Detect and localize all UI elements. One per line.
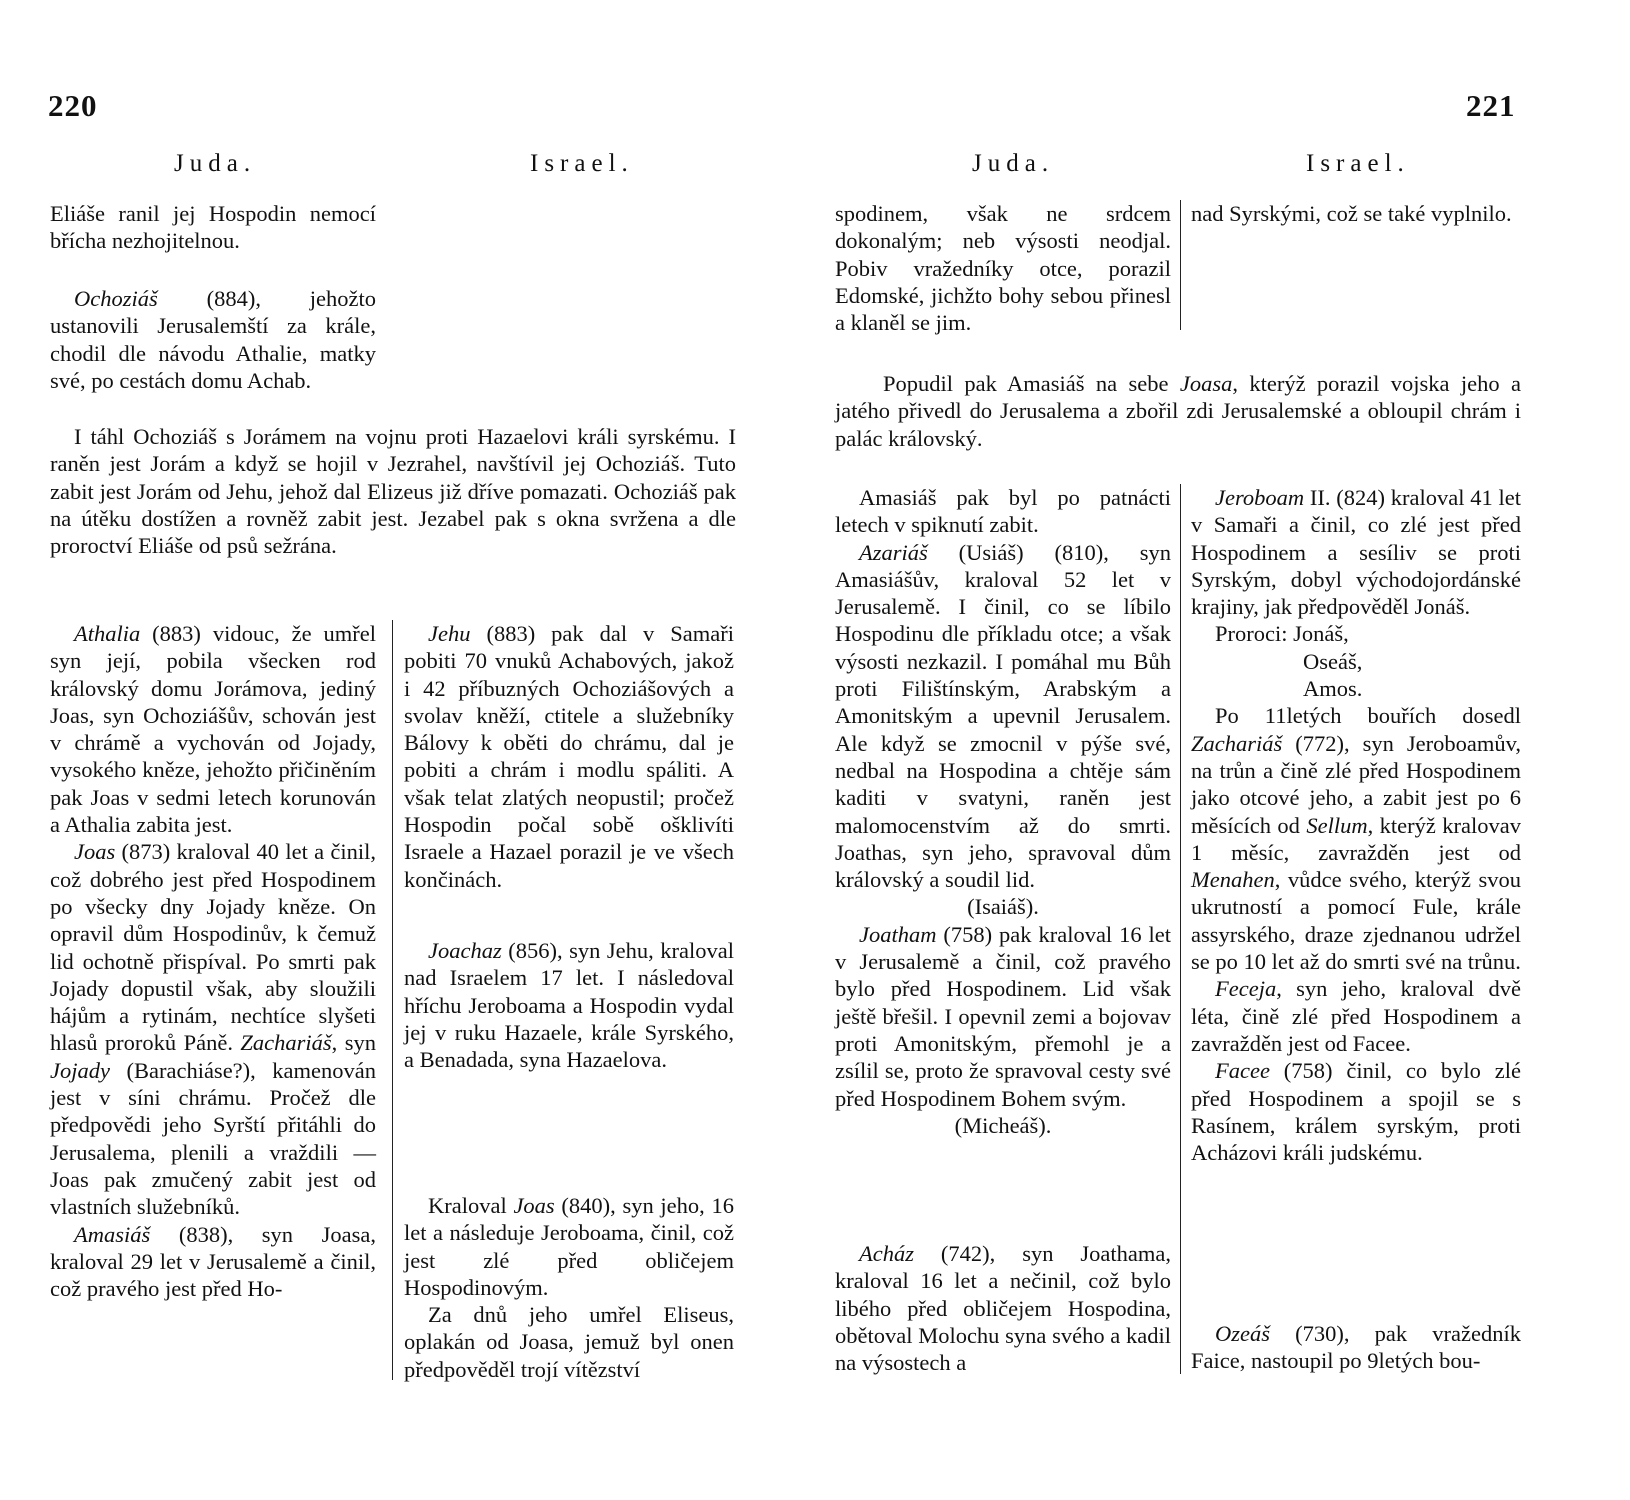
page-number: 220 bbox=[48, 88, 98, 123]
king-name: Joas bbox=[513, 1193, 555, 1218]
paragraph-feceja: Feceja, syn jeho, kraloval dvě léta, čině zlé před Hospodinem a zavražděn jest od Facee. bbox=[1191, 976, 1521, 1056]
column-heading-israel: Israel. bbox=[530, 150, 634, 177]
juda-paragraph-ochozias bbox=[50, 285, 376, 394]
juda-paragraph-eliase bbox=[50, 200, 376, 255]
prophet-isaias: (Isaiáš). bbox=[967, 894, 1039, 920]
king-name: Joachaz bbox=[428, 938, 502, 963]
person-name: Zachariáš bbox=[240, 1030, 332, 1056]
juda-column-lower bbox=[835, 484, 1171, 1139]
paragraph-text: I táhl Ochoziáš s Jorámem na vojnu proti Hazaelovi králi syrskému. I raněn jest Jorám a když se hojil v Jezrahel, navštívil jej Ochoziáš. Tuto zabit jest Jorám od Jehu, jehož dal Elizeus již dříve pomazati. Ochoziáš pak na útěku dostížen a rovněž zabit jest. Jezabel pak s okna svržena a dle proroctví Eliáše od psů sežrána. bbox=[50, 424, 736, 559]
prophets-label: Proroci: bbox=[1215, 621, 1288, 647]
king-name: Athalia bbox=[74, 621, 141, 646]
paragraph-kraloval-joas: Kraloval Joas (840), syn jeho, 16 let a následuje Jeroboama, činil, což jest zlé před obličejem Hospodinovým. bbox=[404, 1193, 735, 1300]
paragraph-text: Ozeáš (730), pak vražedník Faice, nastoupil po 9letých bou- bbox=[1191, 1321, 1521, 1374]
israel-paragraph-jehu bbox=[404, 620, 734, 893]
paragraph-joas: Joas (873) kraloval 40 let a činil, což dobrého jest před Hospodinem po všecky dny Jojady kněze. On opravil dům Hospodinův, k čemuž lid ochotně přispíval. Po smrti pak Jojady dopustil však, aby sloužili hájům a rytinám, nechtíce slyšeti hlasů proroků Páně. Zachariáš, syn Jojady (Barachiáse?), kamenován jest v síni chrámu. Pročež dle předpovědi jeho Syrští přitáhli do Jerusalema, plenili a vraždili — Joas pak zmučený zabit jest od vlastních služebníků. bbox=[50, 839, 376, 1220]
king-name: Menahen bbox=[1191, 867, 1275, 893]
king-name: Acház bbox=[859, 1241, 914, 1266]
israel-paragraph-top bbox=[1191, 200, 1521, 227]
page-number: 221 bbox=[1466, 88, 1516, 123]
column-heading-juda: Juda. bbox=[972, 150, 1055, 177]
king-name: Feceja bbox=[1215, 976, 1277, 1002]
full-width-paragraph-ochozias-joram bbox=[50, 423, 736, 559]
king-name: Jeroboam bbox=[1215, 485, 1305, 510]
paragraph-amasias: Amasiáš (838), syn Joasa, kraloval 29 let v Jerusalemě a činil, což pravého jest před Ho- bbox=[50, 1221, 376, 1302]
king-name: Ozeáš bbox=[1215, 1321, 1270, 1346]
paragraph-eliseus: Za dnů jeho umřel Eliseus, oplakán od Joasa, jemuž byl onen předpověděl trojí vítězství bbox=[404, 1302, 734, 1382]
column-divider bbox=[392, 620, 393, 1380]
king-name: Facee bbox=[1215, 1058, 1270, 1084]
paragraph-text: nad Syrskými, což se také vyplnilo. bbox=[1191, 201, 1512, 226]
paragraph-text: Eliáše ranil jej Hospodin nemocí břícha nezhojitelnou. bbox=[50, 201, 376, 254]
prophets-row bbox=[1215, 620, 1521, 647]
paragraph-amasias-end: Amasiáš pak byl po patnácti letech v spiknutí zabit. bbox=[835, 485, 1171, 538]
full-width-paragraph-popudil bbox=[835, 370, 1521, 452]
israel-paragraph-joas bbox=[404, 1192, 734, 1383]
paragraph-athalia: Athalia (883) vidouc, že umřel syn její, pobila všecken rod královský domu Jorámova, jediný Joas, syn Ochoziášův, schován jest v chrámě a vychován od Jojady, vysokého kněze, jehožto přičiněním pak Joas v sedmi letech korunován a Athalia zabita jest. bbox=[50, 621, 376, 838]
king-name: Joatham bbox=[859, 921, 937, 947]
juda-paragraph-top bbox=[835, 200, 1171, 336]
paragraph-azarias: Azariáš (Usiáš) (810), syn Amasiášův, kraloval 52 let v Jerusalemě. I činil, co se líbilo Hospodinu dle příkladu otce; a však výsosti nezkazil. I pomáhal mu Bůh proti Filištínským, Arabským a Amonitským a upevnil Jerusalem. Ale když se zmocnil v pýše své, nedbal na Hospodina a chtěje sám kaditi v svatyni, raněn jest malomocenstvím až do smrti. Joathas, syn jeho, spravoval dům královský a soudil lid. bbox=[835, 539, 1171, 893]
prophet-name: Oseáš, bbox=[1303, 648, 1363, 674]
juda-paragraph-achaz bbox=[835, 1240, 1171, 1376]
paragraph-text: Jehu (883) pak dal v Samaři pobiti 70 vnuků Achabových, jakož i 42 příbuzných Ochoziášových a svolav kněží, ctitele a služebníky Bálovy k oběti do chrámu, dal je pobiti a chrám i modlu spáliti. A však telat zlatých neopustil; pročež Hospodin počal sobě ošklivíti Israele a Hazael porazil je ve všech končinách. bbox=[404, 621, 734, 892]
israel-paragraph-ozeas bbox=[1191, 1320, 1521, 1375]
paragraph-facee: Facee (758) činil, co bylo zlé před Hospodinem a spojil se s Rasínem, králem syrským, proti Acházovi králi judskému. bbox=[1191, 1058, 1521, 1166]
king-name: Azariáš bbox=[859, 539, 928, 565]
paragraph-text: Joachaz (856), syn Jehu, kraloval nad Israelem 17 let. I následoval hříchu Jeroboama a Hospodin vydal jej v ruku Hazaele, krále Syrského, a Benadada, syna Hazaelova. bbox=[404, 938, 734, 1073]
page-221 bbox=[815, 0, 1630, 1500]
paragraph-zacharias: Po 11letých bouřích dosedl Zachariáš (772), syn Jeroboamův, na trůn a čině zlé před Hospodinem jako otcové jeho, a zabit jest po 6 měsících od Sellum, kterýž kralovav 1 měsíc, zavražděn jest od Menahen, vůdce svého, kterýž svou ukrutností a pomocí Fule, krále assyrského, draze zjednanou udržel se po 10 let až do smrti své na trůnu. bbox=[1191, 703, 1521, 975]
paragraph-text: Popudil pak Amasiáš na sebe Joasa, kterýž porazil vojska jeho a jatého přivedl do Jerusalema a zbořil zdi Jerusalemské a obloupil chrám i palác královský. bbox=[835, 371, 1521, 451]
column-heading-israel: Israel. bbox=[1306, 150, 1410, 177]
prophet-micheas: (Micheáš). bbox=[954, 1112, 1052, 1138]
prophets-list bbox=[1191, 620, 1521, 702]
juda-column-lower bbox=[50, 620, 376, 1302]
column-divider bbox=[1180, 484, 1181, 1374]
king-name: Joas bbox=[74, 839, 116, 865]
paragraph-text: spodinem, však ne srdcem dokonalým; neb výsosti neodjal. Pobiv vražedníky otce, porazil Edomské, jichžto bohy sebou přinesl a klaněl se jim. bbox=[835, 201, 1171, 336]
king-name: Zachariáš bbox=[1191, 730, 1283, 756]
king-name: Ochoziáš bbox=[74, 286, 158, 311]
israel-column-lower bbox=[1191, 484, 1521, 1166]
king-name: Sellum bbox=[1306, 812, 1368, 838]
paragraph-text: Acház (742), syn Joathama, kraloval 16 let a nečinil, což bylo libého před obličejem Hospodina, obětoval Molochu syna svého a kadil na výsostech a bbox=[835, 1241, 1171, 1376]
king-name: Jehu bbox=[428, 621, 471, 646]
prophet-name: Jonáš, bbox=[1293, 621, 1349, 647]
person-name: Jojady bbox=[50, 1057, 110, 1083]
king-name: Joasa bbox=[1179, 371, 1233, 396]
column-heading-juda: Juda. bbox=[174, 150, 257, 177]
paragraph-text: Ochoziáš (884), jehožto ustanovili Jerusalemští za krále, chodil dle návodu Athalie, matky své, po cestách domu Achab. bbox=[50, 286, 376, 393]
king-name: Amasiáš bbox=[74, 1221, 151, 1247]
prophet-name: Amos. bbox=[1303, 676, 1363, 702]
column-divider bbox=[1180, 200, 1181, 330]
paragraph-jeroboam: Jeroboam II. (824) kraloval 41 let v Samaři a činil, co zlé jest před Hospodinem a sesíliv se proti Syrským, dobyl východojordánské krajiny, jak předpověděl Jonáš. bbox=[1191, 485, 1521, 620]
paragraph-joatham: Joatham (758) pak kraloval 16 let v Jerusalemě a činil, což pravého bylo před Hospodinem. Lid však ještě břešil. I opevnil zemi a bojovav proti Amonitským, přemohl je a zsílil se, proto že spravoval cesty své před Hospodinem Bohem svým. bbox=[835, 921, 1171, 1111]
israel-paragraph-joachaz bbox=[404, 937, 734, 1073]
